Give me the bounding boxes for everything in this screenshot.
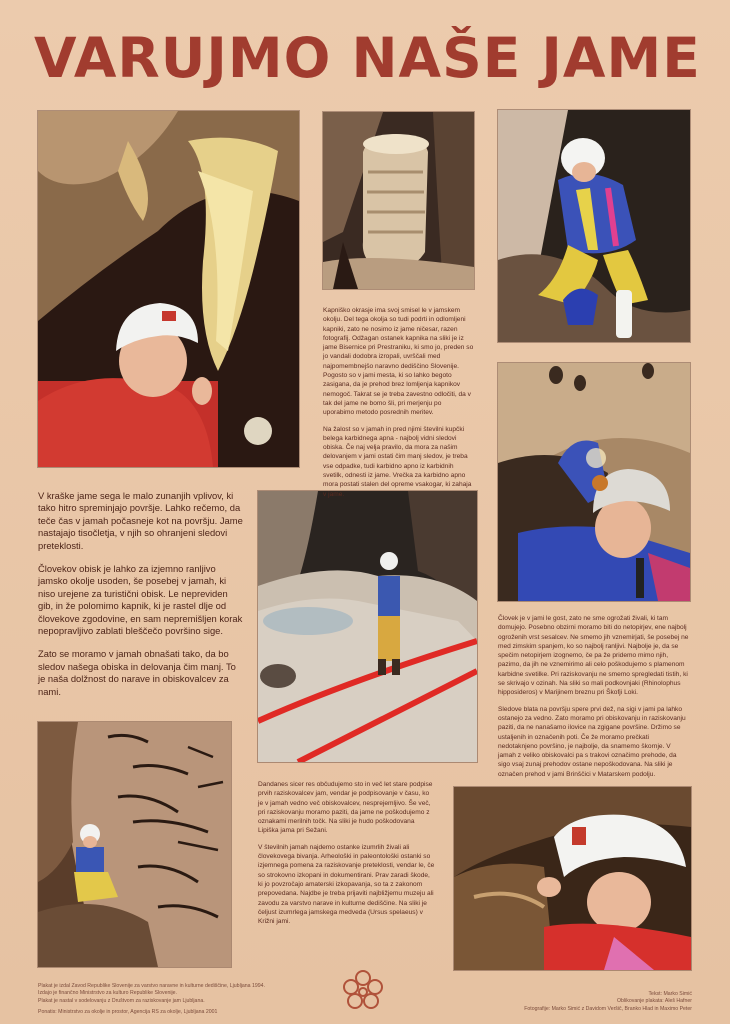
photo-marked-path: [258, 491, 477, 762]
footer-line: Izdajo je finančno Ministrstvo za kulturo Republike Slovenije.: [38, 990, 177, 997]
text-paragraph: Zato se moramo v jamah obnašati tako, da bo sledov našega obiska in delovanja čim manj. To je naša dolžnost do narave in obiskovalcev za nami.: [38, 648, 236, 697]
footer-line: Fotografije: Marko Simić z Davidom Veršič, Branko Hlad in Maximo Peter: [524, 1005, 692, 1012]
footer-line: Oblikovanje plakata: Aleš Hafner: [617, 998, 692, 1005]
text-paragraph: Dandanes sicer res občudujemo sto in več let stare podpise prvih raziskovalcev jam, vendar je podpisovanje v času, ko je v jamah vedno več obiskovalcev, nesprejemljivo. Še več, pri raziskovanju moramo paziti, da jame ne poškodujemo z oznakami merilnih točk. Na sliki je hudo poškodovana Lipiška jama pri Sežani.: [258, 781, 433, 835]
photo-caver-bats: [498, 363, 690, 601]
text-paragraph: Kapniško okrasje ima svoj smisel le v jamskem okolju. Del tega okolja so tudi podrti in odlomljeni kapniki, zato ne nosimo iz jame ničesar, razen fotografij. Odžagan ostanek kapnika na sliki je iz jame Bisernice pri Prestraniku, ki smo jo, preden so jo vandali dodobra izropali, uvrščali med najpomembnejšo naravno dediščino Slovenije. Pogosto so v jami mesta, ki so lahko begoto zasigana, da je prehod brez lomljenja kapnikov nemogoč. Takrat se je treba zavestno odločiti, da v tak del jame ne bomo šli, pri merjenju po uporabimo metodo posrednih meritev.: [323, 307, 474, 417]
text-column-left-main: [38, 490, 243, 709]
photo-graffiti-wall: [38, 722, 231, 967]
photo-cut-stalagmite: [323, 112, 474, 289]
text-paragraph: Na žalost so v jamah in pred njimi številni kupčki belega karbidnega apna - najbolj vidni sledovi obiska. Če naj velja pravilo, da mora za našim delovanjem v jami ostati čim manj sledov, je treba vse odpadke, tudi karbidno apno iz karbidnih svetilk, odnesti iz jame. Vrečka za karbidno apno mora postati stalen del opreme vsakogar, ki zahaja v jame.: [323, 425, 472, 498]
footer-credits-left: [38, 983, 318, 1017]
text-paragraph: Človek je v jami le gost, zato ne sme ogrožati živali, ki tam domujejo. Posebno obzirni moramo biti do netopirjev, ene najbolj ogroženih vrst sesalcev. Ne smemo jih vznemirjati, še posebej ne med zimskim spanjem, ko so najbolj ranljivi. Najbolje je, da se spečim netopirjem izognemo, če pa že pridemo mimo njih, pazimo, da jih ne vznemirimo ali celo poškodujemo s plamenom karbidne svetilke. Pri raziskovanju ne smemo spregledati tistih, ki se skrivajo v ozinah. Na sliki so mali podkovnjaki (Rhinolophus hipposideros) v Marijinem breznu pri Škofji Loki.: [498, 615, 689, 697]
text-column-top-middle: [323, 306, 474, 506]
photo-caver-collecting-lime: [498, 110, 690, 342]
poster-title: VARUJMO NAŠE JAME: [34, 26, 701, 90]
photo-caver-stalactite-curtain: [38, 111, 299, 467]
footer-credits-right: [470, 991, 692, 1013]
text-column-right-middle: [498, 614, 690, 786]
flower-logo-icon: [337, 968, 389, 1016]
footer-line: Plakat je nastal v sodelovanju z Društvom za raziskovanje jam Ljubljana.: [38, 997, 205, 1004]
text-paragraph: Sledove blata na površju spere prvi dež, na sigi v jami pa lahko ostanejo za vedno. Zato moramo pri obiskovanju in raziskovanju paziti, da ne nanašamo ilovice na zgigane površine. Držimo se ustaljenih in označenih poti. Če že moramo prečkati nedotaknjeno površino, je najbolje, da snamemo škornje. V jamah z veliko obiskovalci pa s trakovi označimo prehode, da sigo vsaj zunaj prehodov ostane nepoškodovana. Na sliki je označen prehod v jami Brinščici v Matarskem podolju.: [498, 705, 686, 778]
text-column-bottom-middle: [258, 780, 435, 933]
footer-line: Ponatis: Ministrstvo za okolje in prostor, Agencija RS za okolje, Ljubljana 2001: [38, 1009, 218, 1016]
footer-line: Plakat je izdal Zavod Republike Slovenije za varstvo naravne in kulturne dediščine, Ljubljana 1994.: [38, 983, 265, 989]
text-paragraph: Človekov obisk je lahko za izjemno ranljivo jamsko okolje usoden, še posebej v jamah, ki niso urejene za turistični obisk. Le nepreviden gib, in že polomimo kapnik, ki je rastel dlje od človekove zgodovine, en sam nepremišljen korak nepopravljivo zablati bleščečo površino sige.: [38, 563, 243, 637]
text-paragraph: V številnih jamah najdemo ostanke izumrlih živali ali človekovega bivanja. Arheološki in paleontološki ostanki so izjemnega pomena za raziskovanje preteklosti, vendar le, če so strokovno izkopani in dokumentirani. Prav zaradi škode, ki jo povzročajo amaterski izkopavanja, so ta z zakonom prepovedana. Najdbe je treba prijaviti najbližjemu muzeju ali zavodu za varstvo narave in kulturne dediščine. Na sliki je čeljust izumrlega jamskega medveda (Ursus spelaeus) v Križni jami.: [258, 843, 435, 926]
text-paragraph: V kraške jame sega le malo zunanjih vplivov, ki tako hitro spreminjajo površje. Lahko rečemo, da teče čas v jamah počasneje kot na površju. Jame nastajajo tisočletja, v njih so ohranjeni sledovi preteklosti.: [38, 490, 243, 551]
footer-line: Tekst: Marko Simić: [648, 991, 692, 997]
photo-caver-bear-jaw: [454, 787, 691, 970]
